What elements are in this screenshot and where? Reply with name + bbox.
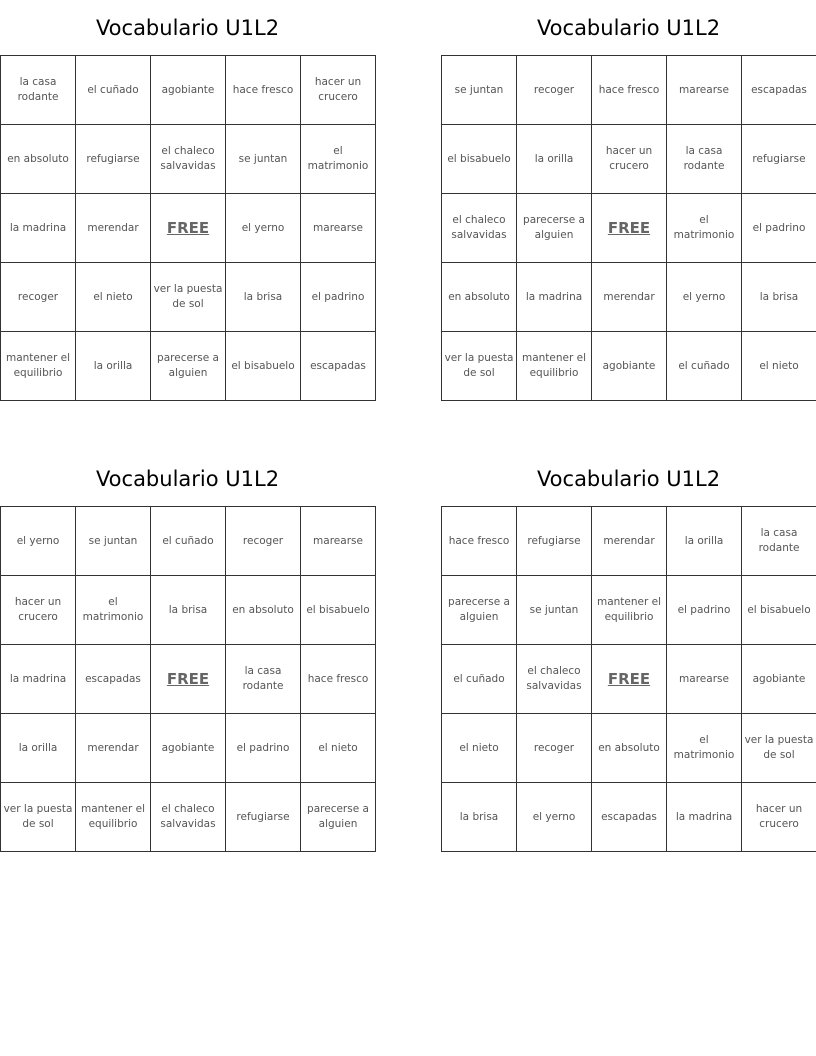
bingo-cell: el chaleco salvavidas xyxy=(151,125,226,194)
bingo-cell: el yerno xyxy=(226,194,301,263)
bingo-cell: marearse xyxy=(301,507,376,576)
bingo-grid xyxy=(0,55,376,401)
bingo-cell: la brisa xyxy=(226,263,301,332)
bingo-cell: el padrino xyxy=(301,263,376,332)
bingo-cell: en absoluto xyxy=(1,125,76,194)
free-space: FREE xyxy=(151,194,226,263)
bingo-cell: la madrina xyxy=(667,783,742,852)
bingo-cell: la brisa xyxy=(742,263,816,332)
bingo-cell: refugiarse xyxy=(742,125,816,194)
bingo-row xyxy=(442,645,816,714)
bingo-cell: el yerno xyxy=(667,263,742,332)
bingo-row xyxy=(442,714,816,783)
bingo-cell: el matrimonio xyxy=(301,125,376,194)
bingo-row xyxy=(1,332,376,401)
bingo-cell: la orilla xyxy=(1,714,76,783)
bingo-row xyxy=(1,714,376,783)
bingo-cell: recoger xyxy=(1,263,76,332)
bingo-cell: el matrimonio xyxy=(667,194,742,263)
bingo-row xyxy=(1,645,376,714)
bingo-cell: la madrina xyxy=(1,645,76,714)
bingo-cell: hace fresco xyxy=(226,56,301,125)
bingo-cell: hace fresco xyxy=(301,645,376,714)
bingo-cell: merendar xyxy=(592,507,667,576)
bingo-cell: hacer un crucero xyxy=(301,56,376,125)
bingo-row xyxy=(1,507,376,576)
bingo-cell: la casa rodante xyxy=(1,56,76,125)
bingo-row xyxy=(442,332,816,401)
bingo-cell: el nieto xyxy=(301,714,376,783)
free-space: FREE xyxy=(592,194,667,263)
bingo-cell: mantener el equilibrio xyxy=(76,783,151,852)
bingo-cell: en absoluto xyxy=(226,576,301,645)
bingo-cell: el bisabuelo xyxy=(301,576,376,645)
bingo-cell: se juntan xyxy=(442,56,517,125)
bingo-cell: recoger xyxy=(226,507,301,576)
bingo-cell: hace fresco xyxy=(442,507,517,576)
bingo-grid xyxy=(0,506,376,852)
bingo-cell: el matrimonio xyxy=(76,576,151,645)
bingo-cell: marearse xyxy=(667,56,742,125)
bingo-row xyxy=(442,783,816,852)
bingo-grid xyxy=(441,506,816,852)
bingo-row xyxy=(442,194,816,263)
bingo-cell: escapadas xyxy=(76,645,151,714)
free-space: FREE xyxy=(151,645,226,714)
bingo-grid xyxy=(441,55,816,401)
bingo-cell: el yerno xyxy=(1,507,76,576)
bingo-cell: agobiante xyxy=(151,56,226,125)
bingo-cell: la brisa xyxy=(442,783,517,852)
bingo-cell: en absoluto xyxy=(442,263,517,332)
card-title: Vocabulario U1L2 xyxy=(536,16,721,40)
bingo-cell: el bisabuelo xyxy=(226,332,301,401)
bingo-cell: la casa rodante xyxy=(742,507,816,576)
bingo-cell: la casa rodante xyxy=(226,645,301,714)
bingo-cell: merendar xyxy=(76,194,151,263)
bingo-cell: el cuñado xyxy=(667,332,742,401)
bingo-cell: recoger xyxy=(517,714,592,783)
bingo-cell: parecerse a alguien xyxy=(301,783,376,852)
bingo-cell: se juntan xyxy=(76,507,151,576)
bingo-row xyxy=(1,56,376,125)
bingo-cell: parecerse a alguien xyxy=(517,194,592,263)
bingo-cell: el chaleco salvavidas xyxy=(517,645,592,714)
bingo-cell: escapadas xyxy=(592,783,667,852)
bingo-cell: el nieto xyxy=(76,263,151,332)
bingo-row xyxy=(1,194,376,263)
bingo-cell: merendar xyxy=(592,263,667,332)
bingo-cell: escapadas xyxy=(301,332,376,401)
bingo-cell: la orilla xyxy=(76,332,151,401)
bingo-cell: el padrino xyxy=(742,194,816,263)
card-title: Vocabulario U1L2 xyxy=(536,467,721,491)
bingo-cell: el chaleco salvavidas xyxy=(442,194,517,263)
bingo-cell: hacer un crucero xyxy=(1,576,76,645)
bingo-cell: agobiante xyxy=(592,332,667,401)
card-title: Vocabulario U1L2 xyxy=(95,467,280,491)
bingo-cell: la brisa xyxy=(151,576,226,645)
bingo-cell: la orilla xyxy=(517,125,592,194)
bingo-cell: ver la puesta de sol xyxy=(1,783,76,852)
bingo-cell: el bisabuelo xyxy=(442,125,517,194)
bingo-cell: la madrina xyxy=(517,263,592,332)
bingo-cell: ver la puesta de sol xyxy=(442,332,517,401)
bingo-cell: escapadas xyxy=(742,56,816,125)
bingo-cell: refugiarse xyxy=(226,783,301,852)
bingo-cell: el yerno xyxy=(517,783,592,852)
card-title: Vocabulario U1L2 xyxy=(95,16,280,40)
bingo-cell: ver la puesta de sol xyxy=(151,263,226,332)
bingo-cell: el matrimonio xyxy=(667,714,742,783)
bingo-cell: el bisabuelo xyxy=(742,576,816,645)
bingo-cell: refugiarse xyxy=(76,125,151,194)
free-space: FREE xyxy=(592,645,667,714)
bingo-cell: el chaleco salvavidas xyxy=(151,783,226,852)
bingo-cell: hacer un crucero xyxy=(742,783,816,852)
bingo-cell: el padrino xyxy=(226,714,301,783)
bingo-cell: recoger xyxy=(517,56,592,125)
bingo-cell: el nieto xyxy=(442,714,517,783)
bingo-cell: la madrina xyxy=(1,194,76,263)
bingo-cell: se juntan xyxy=(517,576,592,645)
bingo-cell: la casa rodante xyxy=(667,125,742,194)
bingo-cell: mantener el equilibrio xyxy=(517,332,592,401)
bingo-cell: refugiarse xyxy=(517,507,592,576)
bingo-row xyxy=(1,576,376,645)
bingo-cell: merendar xyxy=(76,714,151,783)
bingo-cell: el padrino xyxy=(667,576,742,645)
bingo-row xyxy=(1,783,376,852)
bingo-cell: parecerse a alguien xyxy=(442,576,517,645)
bingo-row xyxy=(1,263,376,332)
bingo-cell: agobiante xyxy=(151,714,226,783)
bingo-cell: se juntan xyxy=(226,125,301,194)
bingo-cell: ver la puesta de sol xyxy=(742,714,816,783)
bingo-cell: en absoluto xyxy=(592,714,667,783)
bingo-cell: marearse xyxy=(301,194,376,263)
bingo-row xyxy=(442,507,816,576)
bingo-cell: el cuñado xyxy=(151,507,226,576)
bingo-cell: la orilla xyxy=(667,507,742,576)
bingo-cell: el cuñado xyxy=(76,56,151,125)
bingo-cell: parecerse a alguien xyxy=(151,332,226,401)
bingo-cell: hace fresco xyxy=(592,56,667,125)
bingo-cell: mantener el equilibrio xyxy=(1,332,76,401)
bingo-row xyxy=(442,56,816,125)
bingo-row xyxy=(442,125,816,194)
bingo-cell: el nieto xyxy=(742,332,816,401)
bingo-cell: marearse xyxy=(667,645,742,714)
bingo-cell: agobiante xyxy=(742,645,816,714)
bingo-row xyxy=(442,576,816,645)
bingo-cell: el cuñado xyxy=(442,645,517,714)
bingo-cell: mantener el equilibrio xyxy=(592,576,667,645)
bingo-cell: hacer un crucero xyxy=(592,125,667,194)
bingo-row xyxy=(1,125,376,194)
bingo-row xyxy=(442,263,816,332)
